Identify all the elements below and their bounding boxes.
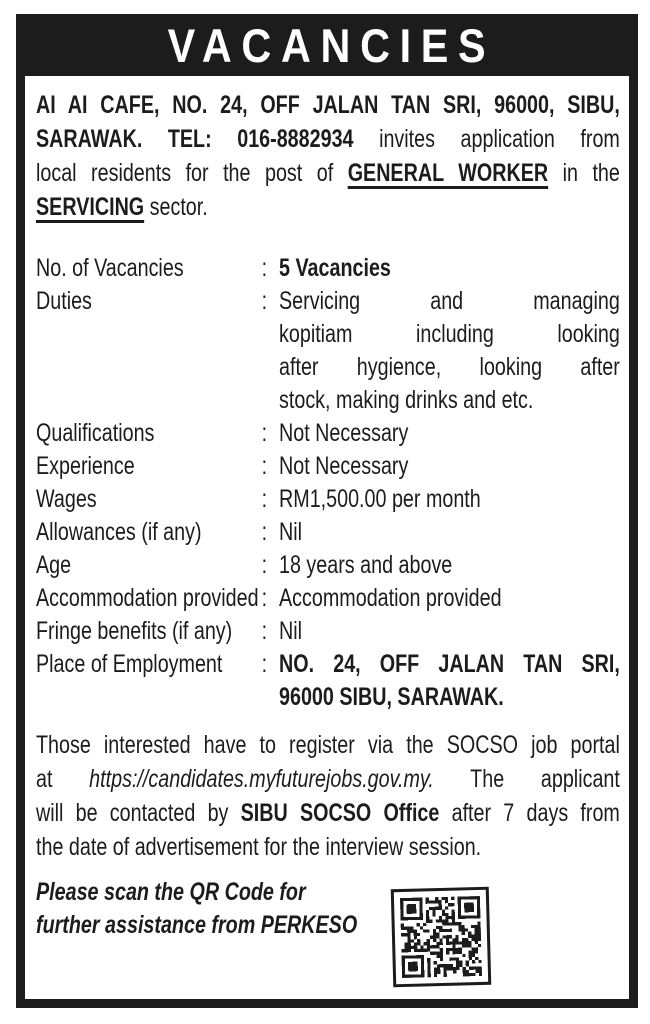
text-run: Please scan the QR Code for [36, 878, 306, 906]
detail-value [279, 285, 620, 417]
text-line [36, 876, 391, 909]
text-run: NO. 24, OFF JALAN TAN SRI, [279, 650, 620, 678]
text-line [279, 417, 620, 450]
detail-colon: : [261, 650, 268, 678]
detail-row [36, 582, 620, 615]
text-line [279, 252, 620, 285]
header-band [16, 14, 638, 76]
detail-colon: : [261, 485, 268, 513]
detail-colon: : [261, 287, 268, 315]
text-line [36, 909, 391, 942]
text-line [279, 582, 620, 615]
text-run: 5 Vacancies [279, 254, 391, 282]
detail-value [279, 417, 620, 450]
qr-caption-row [36, 876, 620, 942]
text-run: kopitiam including looking [279, 320, 620, 348]
text-run: Servicing and managing [279, 287, 620, 315]
detail-label: Fringe benefits (if any) [36, 617, 233, 645]
detail-row [36, 450, 620, 483]
text-line [279, 384, 620, 417]
text-line [36, 830, 620, 864]
text-run: SARAWAK. TEL: 016-8882934 [36, 125, 380, 153]
text-line [279, 648, 620, 681]
detail-row [36, 285, 620, 417]
text-run: https://candidates.myfuturejobs.gov.my. [89, 765, 434, 793]
detail-value [279, 483, 620, 516]
text-line [36, 796, 620, 830]
text-line [279, 615, 620, 648]
detail-colon: : [261, 518, 268, 546]
text-line [279, 351, 620, 384]
detail-label: Experience [36, 452, 135, 480]
text-line [279, 450, 620, 483]
text-run: Accommodation provided [279, 584, 502, 612]
detail-row [36, 516, 620, 549]
detail-colon: : [261, 452, 268, 480]
text-run: sector. [144, 193, 208, 221]
text-run: GENERAL WORKER [347, 159, 549, 187]
text-run: Not Necessary [279, 452, 409, 480]
detail-value [279, 549, 620, 582]
detail-row [36, 549, 620, 582]
detail-label: No. of Vacancies [36, 254, 184, 282]
intro-paragraph [36, 88, 620, 224]
detail-value [279, 450, 620, 483]
text-run: SIBU SOCSO Office [240, 799, 440, 827]
detail-row [36, 615, 620, 648]
detail-colon: : [261, 584, 268, 612]
detail-row [36, 417, 620, 450]
text-run: Nil [279, 617, 303, 645]
detail-row [36, 252, 620, 285]
text-line [36, 156, 620, 190]
detail-value [279, 648, 620, 714]
text-run: after hygience, looking after [279, 353, 620, 381]
page-title: VACANCIES [168, 18, 496, 72]
qr-code-pattern [400, 896, 482, 978]
detail-label: Qualifications [36, 419, 155, 447]
text-run: after 7 days from [439, 799, 620, 827]
text-line [36, 88, 620, 122]
text-line [279, 681, 620, 714]
detail-colon: : [261, 551, 268, 579]
text-line [36, 190, 620, 224]
text-run: SERVICING [36, 193, 145, 221]
vacancy-details [36, 252, 620, 714]
text-line [279, 285, 620, 318]
detail-label: Age [36, 551, 72, 579]
advert-body [25, 76, 629, 999]
detail-value [279, 582, 620, 615]
text-run: the date of advertisement for the interview session. [36, 833, 482, 861]
text-run: 18 years and above [279, 551, 453, 579]
text-line [36, 728, 620, 762]
text-line [279, 483, 620, 516]
text-run: The applicant [433, 765, 620, 793]
text-run: AI AI CAFE, NO. 24, OFF JALAN TAN SRI, 96000, SIBU, [36, 91, 620, 119]
text-run: RM1,500.00 per month [279, 485, 481, 513]
qr-caption [36, 876, 391, 942]
detail-row [36, 483, 620, 516]
detail-value [279, 615, 620, 648]
text-run: in the [548, 159, 620, 187]
detail-colon: : [261, 254, 268, 282]
qr-code [391, 887, 492, 988]
text-run: Nil [279, 518, 303, 546]
text-line [36, 762, 620, 796]
detail-label: Place of Employment [36, 650, 223, 678]
text-line [279, 549, 620, 582]
detail-value [279, 516, 620, 549]
detail-label: Duties [36, 287, 92, 315]
text-run: stock, making drinks and etc. [279, 386, 534, 414]
detail-value [279, 252, 620, 285]
detail-label: Allowances (if any) [36, 518, 202, 546]
text-line [36, 122, 620, 156]
registration-paragraph [36, 728, 620, 864]
text-run: 96000 SIBU, SARAWAK. [279, 683, 504, 711]
detail-row [36, 648, 620, 714]
text-run: Not Necessary [279, 419, 409, 447]
text-run: local residents for the post of [36, 159, 348, 187]
text-run: further assistance from PERKESO [36, 911, 358, 939]
text-run: Those interested have to register via the SOCSO job portal [36, 731, 620, 759]
detail-colon: : [261, 419, 268, 447]
text-run: at [36, 765, 90, 793]
detail-colon: : [261, 617, 268, 645]
advert-frame [16, 14, 638, 1008]
detail-label: Accommodation provided [36, 584, 259, 612]
text-run: invites application from [379, 125, 620, 153]
detail-label: Wages [36, 485, 97, 513]
text-line [279, 318, 620, 351]
text-run: will be contacted by [36, 799, 241, 827]
text-line [279, 516, 620, 549]
